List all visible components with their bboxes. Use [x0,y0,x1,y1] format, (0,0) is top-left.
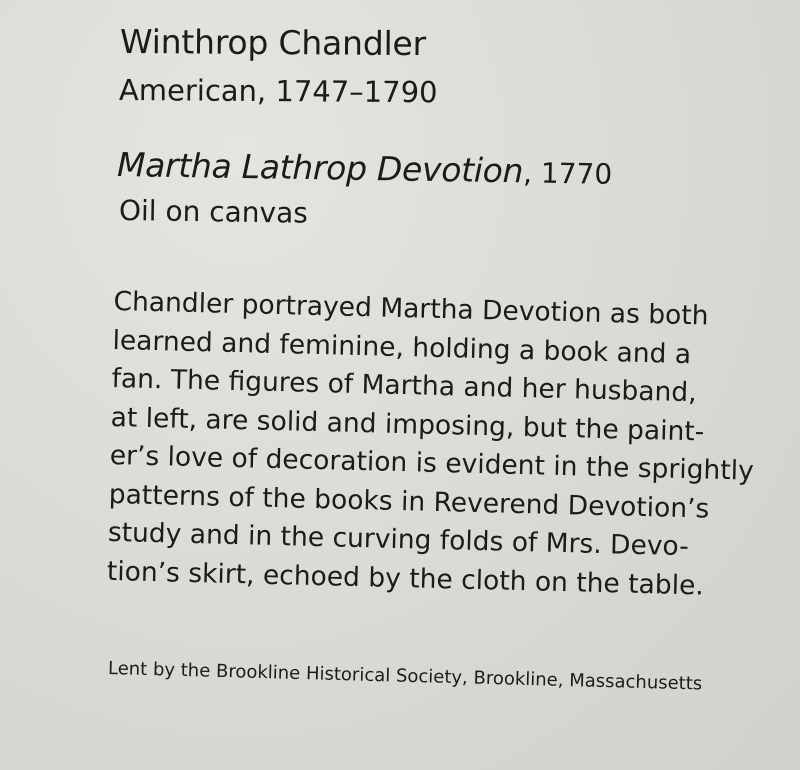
artwork-title: Martha Lathrop Devotion [116,145,524,191]
description-line: at left, are solid and imposing, but the paint- [110,401,705,447]
artwork-description [106,283,755,606]
artwork-title-line [117,145,613,192]
description-line: study and in the curving folds of Mrs. Devo- [107,516,690,563]
description-line: patterns of the books in Reverend Devotion’s [108,478,710,525]
artist-nationality-dates: American, 1747–1790 [118,73,438,110]
artist-name: Winthrop Chandler [119,22,427,64]
artwork-date: , 1770 [522,156,613,191]
description-line: learned and feminine, holding a book and a [112,324,692,370]
description-line: er’s love of decoration is evident in the sprightly [109,439,755,487]
artwork-medium: Oil on canvas [118,194,309,230]
description-line: fan. The figures of Martha and her husband, [111,362,697,409]
credit-line: Lent by the Brookline Historical Society, Brookline, Massachusetts [107,658,703,695]
description-line: tion’s skirt, echoed by the cloth on the table. [106,555,705,601]
description-line: Chandler portrayed Martha Devotion as both [113,285,709,332]
